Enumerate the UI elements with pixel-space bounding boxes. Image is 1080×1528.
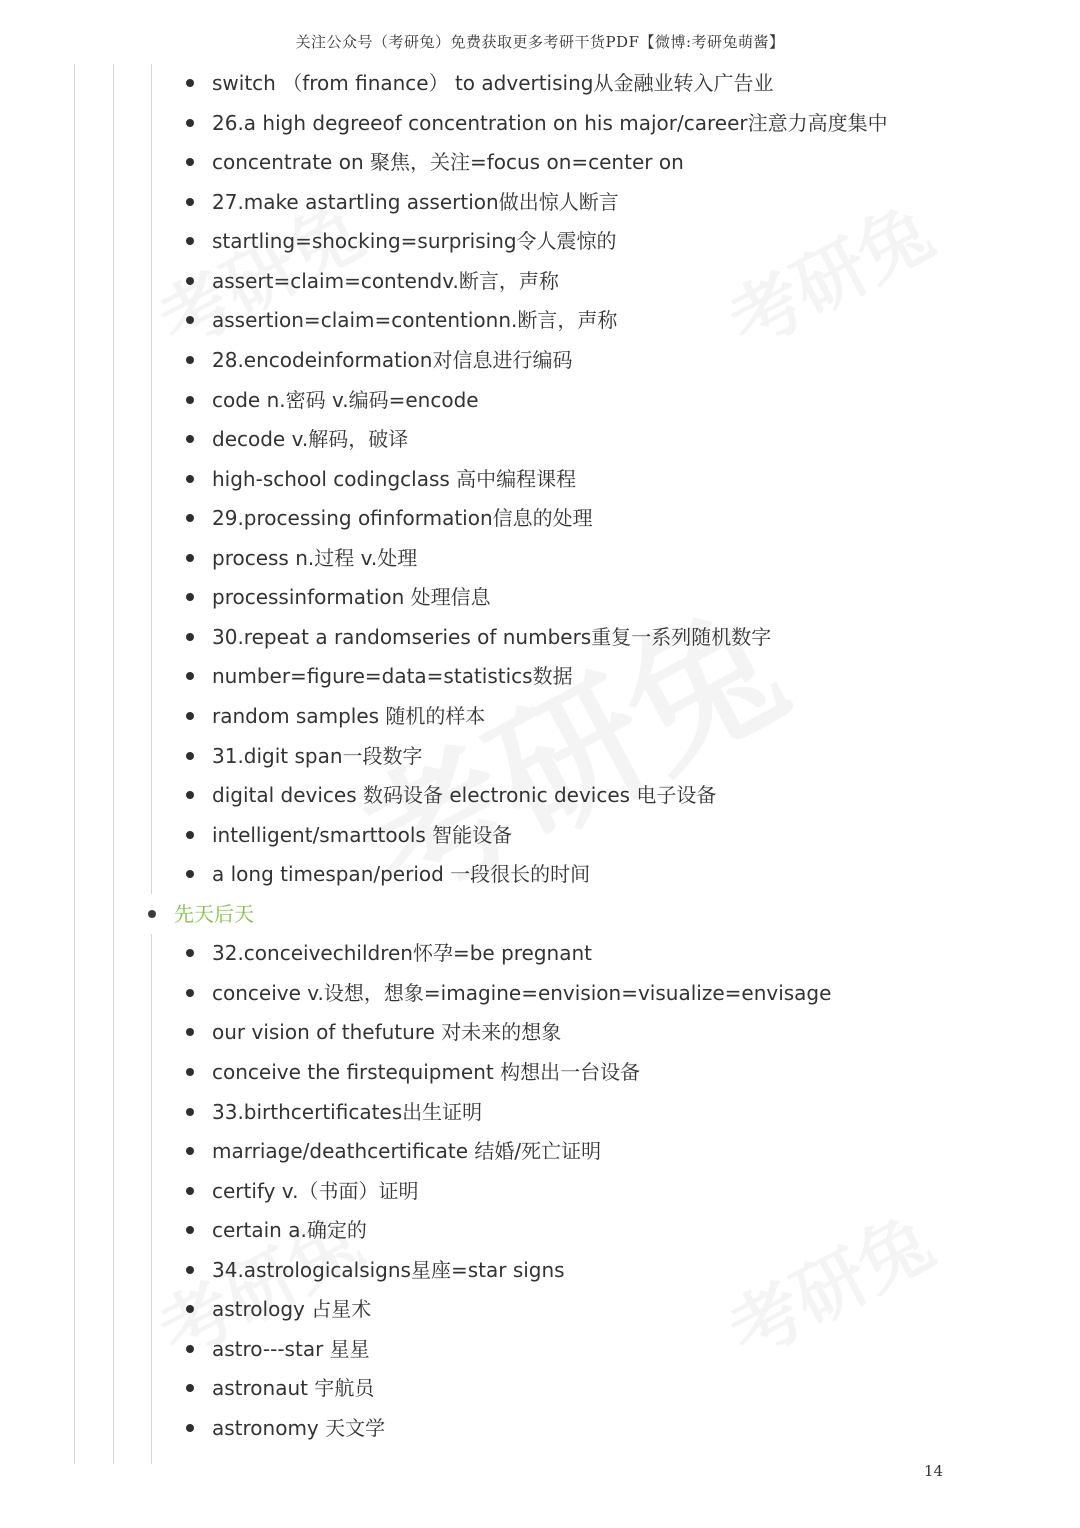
- list-item: switch （from finance） to advertising从金融业转入广告业: [212, 71, 774, 95]
- watermark: [708, 1185, 948, 1378]
- list-item: certain a.确定的: [212, 1218, 367, 1242]
- bullet-icon: [186, 1068, 194, 1076]
- bullet-icon: [186, 1226, 194, 1234]
- bullet-icon: [186, 593, 194, 601]
- bullet-icon: [186, 158, 194, 166]
- watermark: [708, 175, 948, 368]
- list-item: astronomy 天文学: [212, 1416, 386, 1440]
- bullet-icon: [186, 356, 194, 364]
- list-item: process n.过程 v.处理: [212, 546, 418, 570]
- bullet-icon: [186, 672, 194, 680]
- bullet-icon: [186, 989, 194, 997]
- bullet-icon: [186, 119, 194, 127]
- list-item: 29.processing ofinformation信息的处理: [212, 506, 593, 530]
- bullet-icon: [186, 1384, 194, 1392]
- page-header: 关注公众号（考研兔）免费获取更多考研干货PDF【微博:考研兔萌酱】: [295, 33, 785, 51]
- page-number: 14: [924, 1462, 944, 1480]
- bullet-icon: [186, 1147, 194, 1155]
- bullet-icon: [186, 949, 194, 957]
- list-item: 31.digit span一段数字: [212, 744, 423, 768]
- outline-guide-line-middle: [113, 64, 114, 1464]
- list-item: random samples 随机的样本: [212, 704, 486, 728]
- list-item: 34.astrologicalsigns星座=star signs: [212, 1258, 565, 1282]
- bullet-icon: [186, 554, 194, 562]
- bullet-icon: [186, 277, 194, 285]
- bullet-icon: [186, 396, 194, 404]
- bullet-icon: [186, 712, 194, 720]
- list-item: digital devices 数码设备 electronic devices 电子设备: [212, 783, 717, 807]
- bullet-icon: [186, 1424, 194, 1432]
- list-item: 27.make astartling assertion做出惊人断言: [212, 190, 619, 214]
- section-heading: 先天后天: [174, 902, 254, 926]
- bullet-icon: [186, 475, 194, 483]
- bullet-icon: [186, 870, 194, 878]
- bullet-icon: [186, 1266, 194, 1274]
- bullet-icon: [186, 791, 194, 799]
- list-item: 32.conceivechildren怀孕=be pregnant: [212, 941, 592, 965]
- list-item: a long timespan/period 一段很长的时间: [212, 862, 591, 886]
- list-item: certify v.（书面）证明: [212, 1179, 419, 1203]
- list-item: marriage/deathcertificate 结婚/死亡证明: [212, 1139, 602, 1163]
- list-item: 28.encodeinformation对信息进行编码: [212, 348, 573, 372]
- list-item: astronaut 宇航员: [212, 1376, 375, 1400]
- list-item: intelligent/smarttools 智能设备: [212, 823, 513, 847]
- list-item: assert=claim=contendv.断言，声称: [212, 269, 559, 293]
- list-item: conceive the firstequipment 构想出一台设备: [212, 1060, 641, 1084]
- bullet-icon: [186, 198, 194, 206]
- outline-guide-line-outer: [74, 64, 75, 1464]
- list-item: 26.a high degreeof concentration on his major/career注意力高度集中: [212, 111, 888, 135]
- bullet-icon: [186, 1108, 194, 1116]
- bullet-icon: [186, 831, 194, 839]
- outline-guide-line-inner-top: [151, 64, 152, 894]
- bullet-icon: [186, 79, 194, 87]
- list-item: code n.密码 v.编码=encode: [212, 388, 479, 412]
- bullet-icon: [186, 1345, 194, 1353]
- outline-guide-line-inner-bottom: [151, 934, 152, 1464]
- list-item: processinformation 处理信息: [212, 585, 491, 609]
- list-item: startling=shocking=surprising令人震惊的: [212, 229, 617, 253]
- list-item: 30.repeat a randomseries of numbers重复一系列随机数字: [212, 625, 772, 649]
- list-item: our vision of thefuture 对未来的想象: [212, 1020, 562, 1044]
- bullet-icon: [148, 910, 156, 918]
- bullet-icon: [186, 1305, 194, 1313]
- list-item: concentrate on 聚焦，关注=focus on=center on: [212, 150, 684, 174]
- list-item: conceive v.设想，想象=imagine=envision=visualize=envisage: [212, 981, 832, 1005]
- bullet-icon: [186, 316, 194, 324]
- list-item: 33.birthcertificates出生证明: [212, 1100, 483, 1124]
- list-item: astrology 占星术: [212, 1297, 372, 1321]
- bullet-icon: [186, 633, 194, 641]
- bullet-icon: [186, 1028, 194, 1036]
- bullet-icon: [186, 514, 194, 522]
- bullet-icon: [186, 435, 194, 443]
- list-item: decode v.解码，破译: [212, 427, 409, 451]
- list-item: high-school codingclass 高中编程课程: [212, 467, 577, 491]
- list-item: number=figure=data=statistics数据: [212, 664, 573, 688]
- bullet-icon: [186, 237, 194, 245]
- list-item: assertion=claim=contentionn.断言，声称: [212, 308, 618, 332]
- list-item: astro---star 星星: [212, 1337, 370, 1361]
- bullet-icon: [186, 1187, 194, 1195]
- bullet-icon: [186, 752, 194, 760]
